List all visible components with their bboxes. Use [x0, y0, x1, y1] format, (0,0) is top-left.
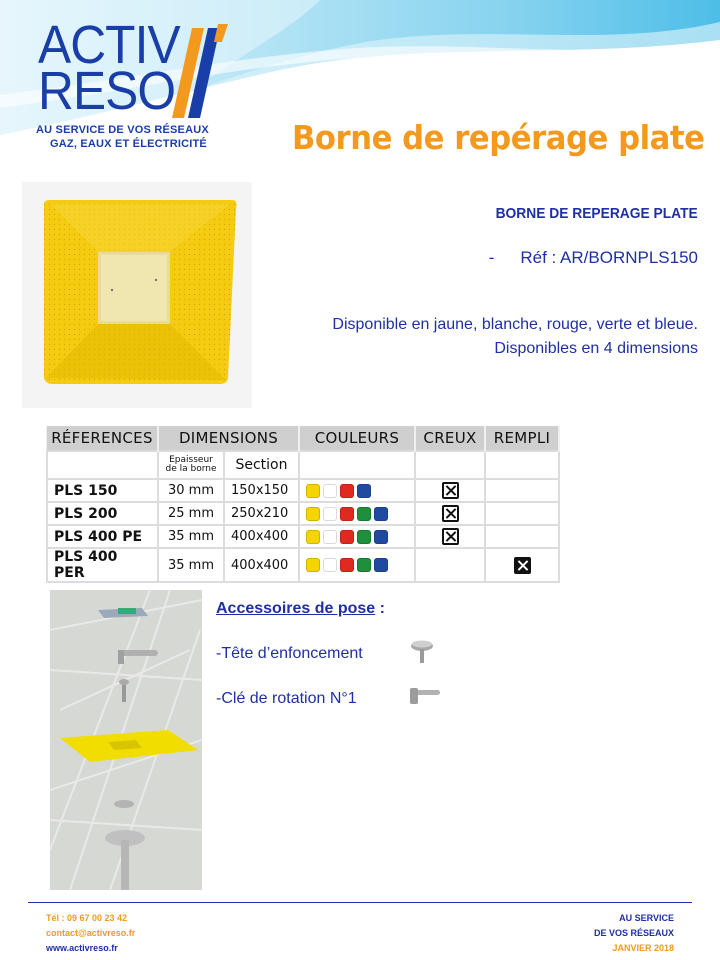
- red-swatch: [340, 484, 354, 498]
- cle-rotation-image: [402, 676, 448, 716]
- table-row: [47, 548, 559, 582]
- availability-dimensions: Disponibles en 4 dimensions: [494, 340, 698, 357]
- availability-colors: Disponible en jaune, blanche, rouge, verte et bleue.: [332, 316, 698, 333]
- col-dimensions: DIMENSIONS: [158, 426, 299, 451]
- cell-thickness: 25 mm: [158, 502, 224, 525]
- cell-thickness: 35 mm: [158, 525, 224, 548]
- checked-box-icon: [442, 528, 459, 545]
- red-swatch: [340, 558, 354, 572]
- sub-section: Section: [224, 451, 299, 479]
- red-swatch: [340, 530, 354, 544]
- sub-thickness: Epaisseur de la borne: [158, 451, 224, 479]
- product-reference: [489, 248, 698, 268]
- footer-divider: [28, 902, 692, 903]
- footer-tagline-1: AU SERVICE: [619, 913, 674, 923]
- logo-slashes-icon: [170, 22, 230, 122]
- col-creux: CREUX: [415, 426, 485, 451]
- cell-rempli: [485, 548, 559, 582]
- blue-swatch: [374, 507, 388, 521]
- cell-thickness: 30 mm: [158, 479, 224, 502]
- spec-table: [46, 426, 560, 583]
- footer-email[interactable]: contact@activreso.fr: [46, 928, 136, 938]
- cell-reference: PLS 150: [47, 479, 158, 502]
- product-name: BORNE DE REPERAGE PLATE: [495, 205, 698, 222]
- white-swatch: [323, 558, 337, 572]
- accessories-title: Accessoires de pose :: [216, 600, 385, 617]
- table-header-row: [47, 426, 559, 451]
- table-row: [47, 479, 559, 502]
- blue-swatch: [374, 530, 388, 544]
- cell-thickness: 35 mm: [158, 548, 224, 582]
- cell-creux: [415, 479, 485, 502]
- white-swatch: [323, 507, 337, 521]
- col-colors: COULEURS: [299, 426, 415, 451]
- yellow-swatch: [306, 484, 320, 498]
- white-swatch: [323, 530, 337, 544]
- cell-creux: [415, 548, 485, 582]
- footer-date: JANVIER 2018: [612, 943, 674, 953]
- green-swatch: [357, 558, 371, 572]
- cell-colors: [299, 502, 415, 525]
- cell-reference: PLS 400 PER: [47, 548, 158, 582]
- yellow-swatch: [306, 558, 320, 572]
- col-rempli: REMPLI: [485, 426, 559, 451]
- col-references: RÉFERENCES: [47, 426, 158, 451]
- blue-swatch: [374, 558, 388, 572]
- logo-text-activ: ACTIV: [38, 15, 180, 75]
- checked-box-icon: [442, 505, 459, 522]
- cell-section: 400x400: [224, 525, 299, 548]
- logo-tagline-2: GAZ, EAUX ET ÉLECTRICITÉ: [50, 138, 207, 150]
- cell-rempli: [485, 525, 559, 548]
- table-subheader-row: [47, 451, 559, 479]
- installation-photo: [50, 590, 202, 890]
- accessory-item: -Clé de rotation N°1: [216, 690, 357, 707]
- green-swatch: [357, 530, 371, 544]
- page-title: Borne de repérage plate: [292, 118, 705, 157]
- cell-colors: [299, 548, 415, 582]
- blue-swatch: [357, 484, 371, 498]
- logo-text-reso: RESO: [38, 61, 176, 121]
- cell-creux: [415, 525, 485, 548]
- cell-reference: PLS 200: [47, 502, 158, 525]
- cell-colors: [299, 525, 415, 548]
- filled-checked-box-icon: [514, 557, 531, 574]
- white-swatch: [323, 484, 337, 498]
- footer-tagline-2: DE VOS RÉSEAUX: [593, 928, 674, 938]
- yellow-swatch: [306, 530, 320, 544]
- spec-table-container: [46, 426, 560, 581]
- footer-website[interactable]: www.activreso.fr: [46, 943, 118, 953]
- product-photo: [22, 182, 252, 408]
- cell-section: 250x210: [224, 502, 299, 525]
- footer-phone: Tél : 09 67 00 23 42: [46, 913, 128, 923]
- cell-section: 150x150: [224, 479, 299, 502]
- footer-contact: [46, 911, 135, 956]
- cell-section: 400x400: [224, 548, 299, 582]
- tete-enfoncement-image: [402, 632, 448, 672]
- green-swatch: [357, 507, 371, 521]
- accessory-item: -Tête d’enfoncement: [216, 645, 363, 662]
- table-row: [47, 525, 559, 548]
- cell-colors: [299, 479, 415, 502]
- red-swatch: [340, 507, 354, 521]
- table-row: [47, 502, 559, 525]
- ref-dash: -: [488, 248, 495, 267]
- cell-rempli: [485, 502, 559, 525]
- ref-value: Réf : AR/BORNPLS150: [520, 248, 698, 267]
- logo-tagline-1: AU SERVICE DE VOS RÉSEAUX: [36, 124, 209, 136]
- cell-reference: PLS 400 PE: [47, 525, 158, 548]
- cell-rempli: [485, 479, 559, 502]
- checked-box-icon: [442, 482, 459, 499]
- yellow-swatch: [306, 507, 320, 521]
- footer-tagline: [594, 911, 674, 956]
- cell-creux: [415, 502, 485, 525]
